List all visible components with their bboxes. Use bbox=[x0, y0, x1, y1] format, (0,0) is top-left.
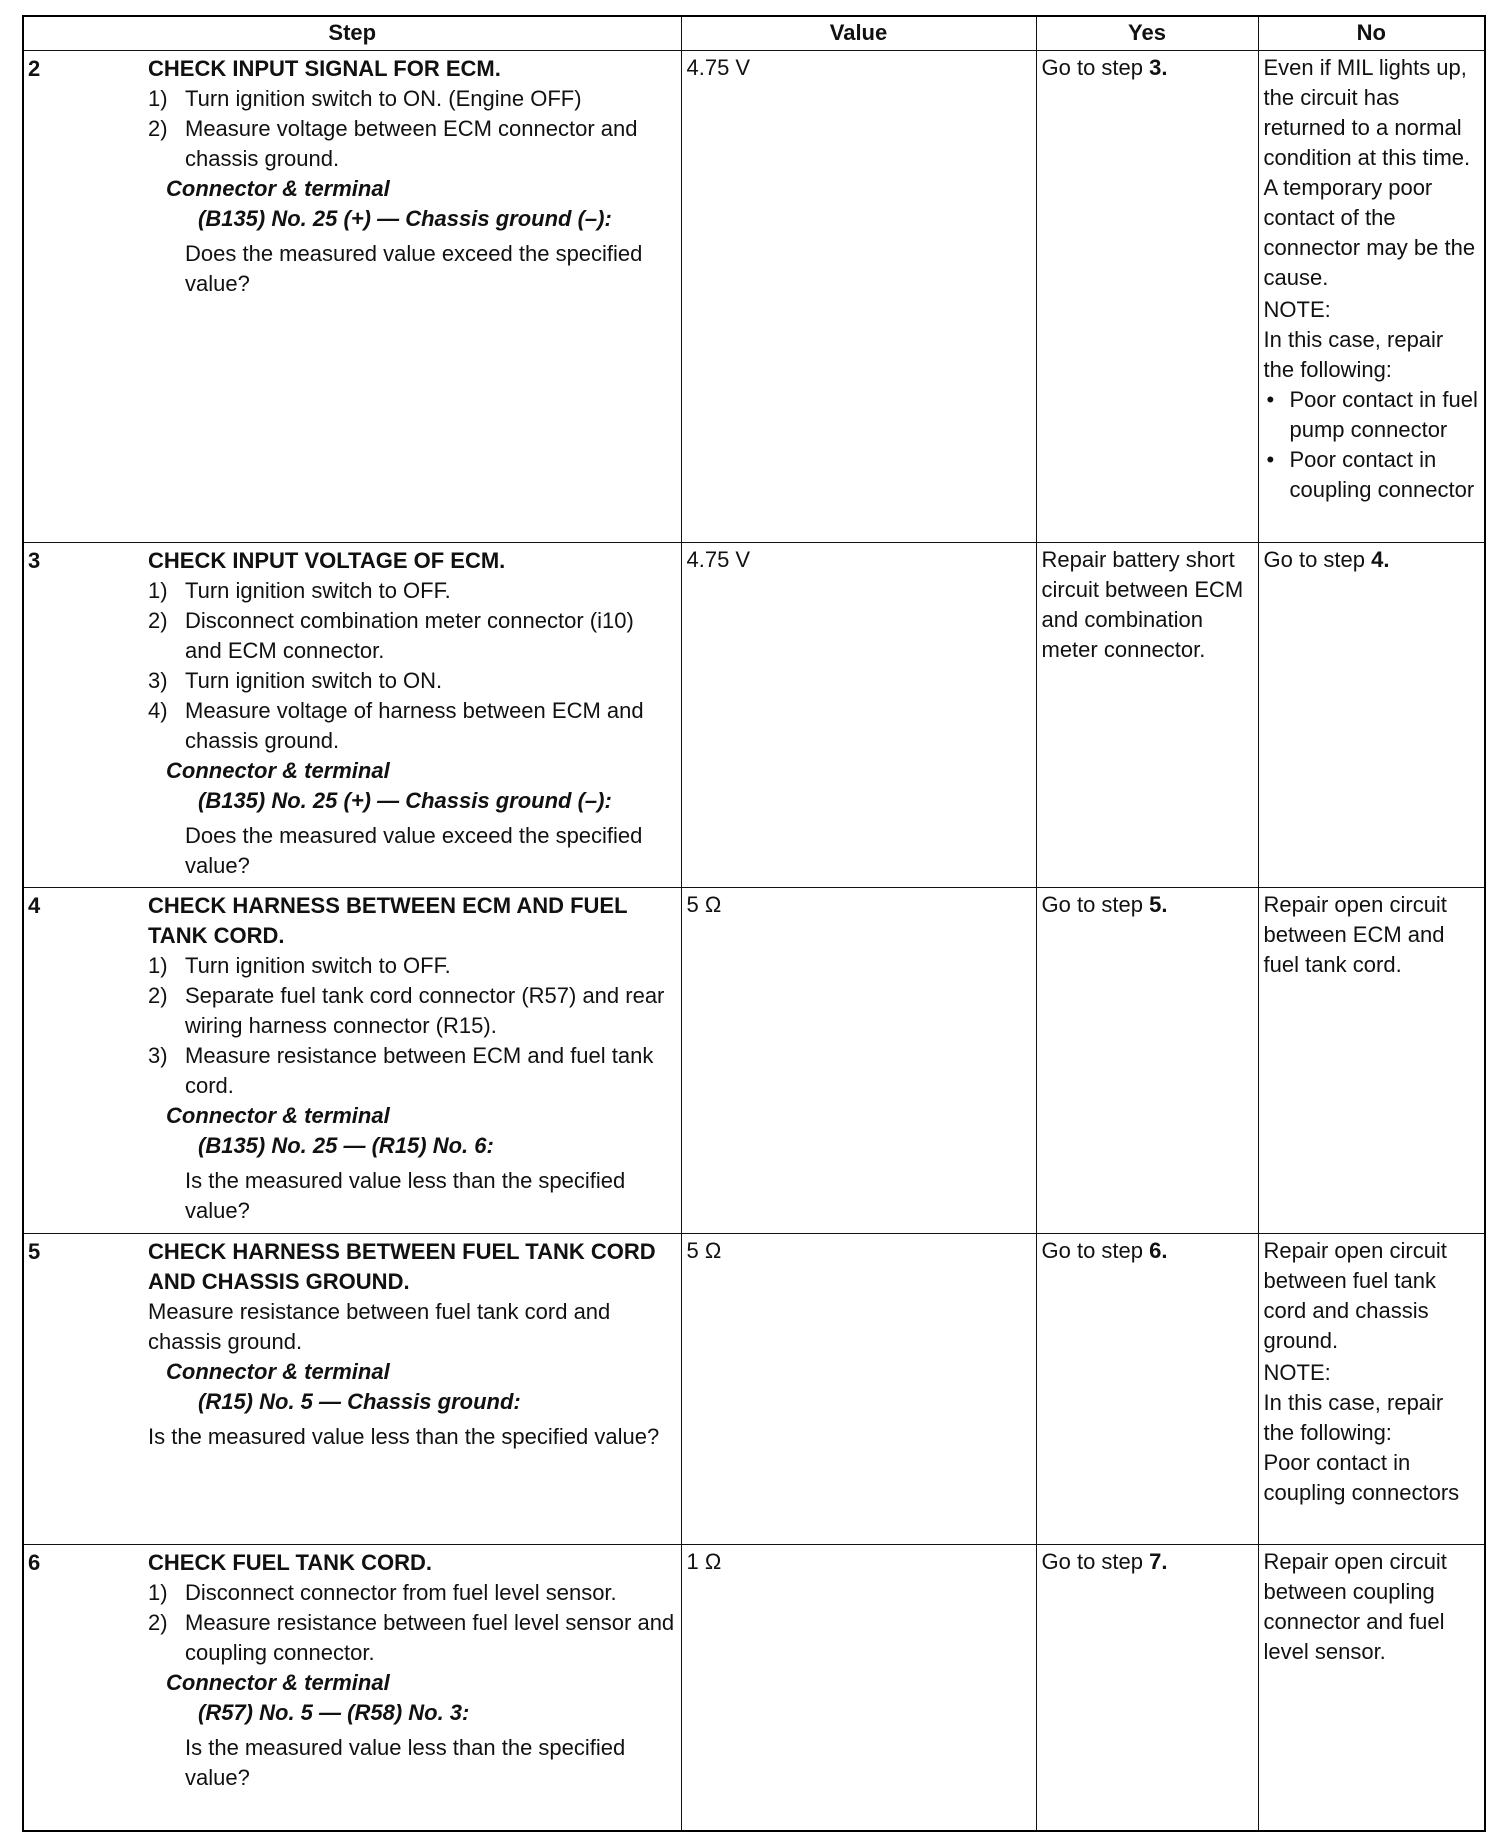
step-cell bbox=[23, 543, 681, 888]
yes-cell: Go to step 3. bbox=[1036, 51, 1258, 543]
step-question: Does the measured value exceed the specified value? bbox=[185, 823, 643, 878]
yes-cell: Go to step 6. bbox=[1036, 1234, 1258, 1545]
list-item: 2) Separate fuel tank cord connector (R57) and rear wiring harness connector (R15). bbox=[148, 983, 665, 1038]
step-number: 6 bbox=[28, 1550, 41, 1575]
no-cell: Even if MIL lights up, the circuit has returned to a normal condition at this time. A temporary poor contact of the connector may be the cause. NOTE: In this case, repair the following: • Poor contact in fuel pump connector • Poor contact in coupling connector bbox=[1258, 51, 1485, 543]
step-question: Is the measured value less than the specified value? bbox=[185, 1735, 626, 1790]
connector-label: Connector & terminal bbox=[166, 1103, 390, 1128]
step-question: Does the measured value exceed the specified value? bbox=[185, 241, 643, 296]
yes-cell: Repair battery short circuit between ECM and combination meter connector. bbox=[1036, 543, 1258, 888]
list-item: 1) Turn ignition switch to OFF. bbox=[148, 953, 451, 978]
step-title: CHECK HARNESS BETWEEN FUEL TANK CORD AND CHASSIS GROUND. bbox=[148, 1239, 656, 1294]
connector-label: Connector & terminal bbox=[166, 758, 390, 783]
step-question: Is the measured value less than the specified value? bbox=[148, 1424, 660, 1449]
list-item: 3) Measure resistance between ECM and fuel tank cord. bbox=[148, 1043, 654, 1098]
connector-label: Connector & terminal bbox=[166, 176, 390, 201]
list-item: 1) Turn ignition switch to ON. (Engine OFF) bbox=[148, 86, 582, 111]
list-item: 2) Measure voltage between ECM connector and chassis ground. bbox=[148, 116, 638, 171]
connector-label: Connector & terminal bbox=[166, 1359, 390, 1384]
no-cell: Go to step 4. bbox=[1258, 543, 1485, 888]
no-cell: Repair open circuit between fuel tank cord and chassis ground. NOTE: In this case, repair the following: Poor contact in coupling connectors bbox=[1258, 1234, 1485, 1545]
step-title: CHECK FUEL TANK CORD. bbox=[148, 1550, 432, 1575]
step-cell bbox=[23, 1234, 681, 1545]
step-cell bbox=[23, 888, 681, 1234]
table-header-row bbox=[23, 16, 1485, 51]
table-row bbox=[23, 51, 1485, 543]
table-row bbox=[23, 1545, 1485, 1831]
yes-cell: Go to step 5. bbox=[1036, 888, 1258, 1234]
step-cell bbox=[23, 1545, 681, 1831]
table-row bbox=[23, 888, 1485, 1234]
list-item: • Poor contact in coupling connector bbox=[1266, 447, 1475, 502]
step-number: 4 bbox=[28, 893, 41, 918]
note-label: NOTE: bbox=[1263, 297, 1331, 322]
list-item: • Poor contact in fuel pump connector bbox=[1266, 387, 1478, 442]
value-cell: 1 Ω bbox=[681, 1545, 1036, 1831]
header-value: Value bbox=[681, 16, 1036, 51]
list-item: 1) Disconnect connector from fuel level sensor. bbox=[148, 1580, 617, 1605]
connector-label: Connector & terminal bbox=[166, 1670, 390, 1695]
header-yes: Yes bbox=[1036, 16, 1258, 51]
value-cell: 5 Ω bbox=[681, 1234, 1036, 1545]
step-link: 6. bbox=[1149, 1238, 1168, 1263]
connector-terminal: (B135) No. 25 — (R15) No. 6: bbox=[198, 1133, 494, 1158]
step-instruction: Measure resistance between fuel tank cord and chassis ground. bbox=[148, 1299, 611, 1354]
list-item: 2) Measure resistance between fuel level sensor and coupling connector. bbox=[148, 1610, 675, 1665]
header-step: Step bbox=[23, 16, 681, 51]
step-title: CHECK INPUT SIGNAL FOR ECM. bbox=[148, 56, 501, 81]
note-label: NOTE: bbox=[1263, 1360, 1331, 1385]
step-link: 5. bbox=[1149, 892, 1168, 917]
list-item: 4) Measure voltage of harness between ECM and chassis ground. bbox=[148, 698, 644, 753]
header-no: No bbox=[1258, 16, 1485, 51]
step-link: 4. bbox=[1371, 547, 1390, 572]
list-item: 1) Turn ignition switch to OFF. bbox=[148, 578, 451, 603]
table-row bbox=[23, 543, 1485, 888]
connector-terminal: (B135) No. 25 (+) — Chassis ground (–): bbox=[198, 788, 612, 813]
value-cell: 5 Ω bbox=[681, 888, 1036, 1234]
step-question: Is the measured value less than the specified value? bbox=[185, 1168, 626, 1223]
step-number: 3 bbox=[28, 548, 41, 573]
step-number: 2 bbox=[28, 56, 41, 81]
yes-cell: Go to step 7. bbox=[1036, 1545, 1258, 1831]
step-link: 3. bbox=[1149, 55, 1168, 80]
no-cell: Repair open circuit between coupling connector and fuel level sensor. bbox=[1258, 1545, 1485, 1831]
diagnostic-table bbox=[22, 15, 1486, 1832]
table-row bbox=[23, 1234, 1485, 1545]
connector-terminal: (R15) No. 5 — Chassis ground: bbox=[198, 1389, 521, 1414]
value-cell: 4.75 V bbox=[681, 543, 1036, 888]
connector-terminal: (B135) No. 25 (+) — Chassis ground (–): bbox=[198, 206, 612, 231]
step-cell bbox=[23, 51, 681, 543]
list-item: 2) Disconnect combination meter connector (i10) and ECM connector. bbox=[148, 608, 634, 663]
step-number: 5 bbox=[28, 1239, 41, 1264]
step-title: CHECK HARNESS BETWEEN ECM AND FUEL TANK CORD. bbox=[148, 893, 628, 948]
no-cell: Repair open circuit between ECM and fuel tank cord. bbox=[1258, 888, 1485, 1234]
step-title: CHECK INPUT VOLTAGE OF ECM. bbox=[148, 548, 506, 573]
step-link: 7. bbox=[1149, 1549, 1168, 1574]
connector-terminal: (R57) No. 5 — (R58) No. 3: bbox=[198, 1700, 470, 1725]
value-cell: 4.75 V bbox=[681, 51, 1036, 543]
list-item: 3) Turn ignition switch to ON. bbox=[148, 668, 443, 693]
